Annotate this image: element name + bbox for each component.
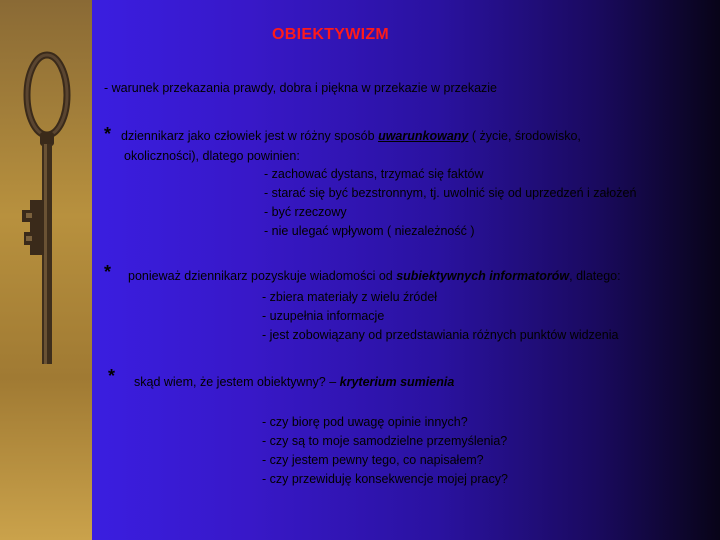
bullet-1-item: - zachować dystans, trzymać się faktów xyxy=(264,167,484,181)
bullet-1-item: - starać się być bezstronnym, tj. uwolnić się od uprzedzeń i założeń xyxy=(264,186,637,200)
bullet-1-emphasis: uwarunkowany xyxy=(378,129,469,143)
bullet-1-continuation: okoliczności), dlatego powinien: xyxy=(124,149,300,163)
bullet-2-pre: ponieważ dziennikarz pozyskuje wiadomości od xyxy=(128,269,397,283)
old-key-image xyxy=(0,0,92,540)
bullet-marker-3: * xyxy=(108,366,116,386)
bullet-marker-2: * xyxy=(104,262,112,282)
bullet-3-pre: skąd wiem, że jestem obiektywny? – xyxy=(134,375,340,389)
bullet-1-item: - być rzeczowy xyxy=(264,205,347,219)
bullet-2-item: - jest zobowiązany od przedstawiania różnych punktów widzenia xyxy=(262,328,619,342)
bullet-3-item: - czy są to moje samodzielne przemyślenia? xyxy=(262,434,508,448)
intro-line: - warunek przekazania prawdy, dobra i piękna w przekazie w przekazie xyxy=(104,81,498,95)
bullet-2-emphasis: subiektywnych informatorów xyxy=(396,269,570,283)
bullet-1-pre: dziennikarz jako człowiek jest w różny sposób xyxy=(121,129,379,143)
bullet-1-post: ( życie, środowisko, xyxy=(468,129,581,143)
bullet-marker-1: * xyxy=(104,124,112,144)
bullet-3-item: - czy jestem pewny tego, co napisałem? xyxy=(262,453,484,467)
bullet-3-emphasis: kryterium sumienia xyxy=(339,375,455,389)
bullet-2-text xyxy=(128,267,621,286)
bullet-1-item: - nie ulegać wpływom ( niezależność ) xyxy=(264,224,475,238)
bullet-2-post: , dlatego: xyxy=(569,269,621,283)
bullet-3-item: - czy biorę pod uwagę opinie innych? xyxy=(262,415,468,429)
slide-title: OBIEKTYWIZM xyxy=(272,26,390,43)
bullet-1-text xyxy=(121,127,581,146)
bullet-3-text xyxy=(134,373,454,392)
bullet-2-item: - zbiera materiały z wielu źródeł xyxy=(262,290,438,304)
bullet-2-item: - uzupełnia informacje xyxy=(262,309,385,323)
bullet-3-item: - czy przewiduję konsekwencje mojej pracy? xyxy=(262,472,508,486)
